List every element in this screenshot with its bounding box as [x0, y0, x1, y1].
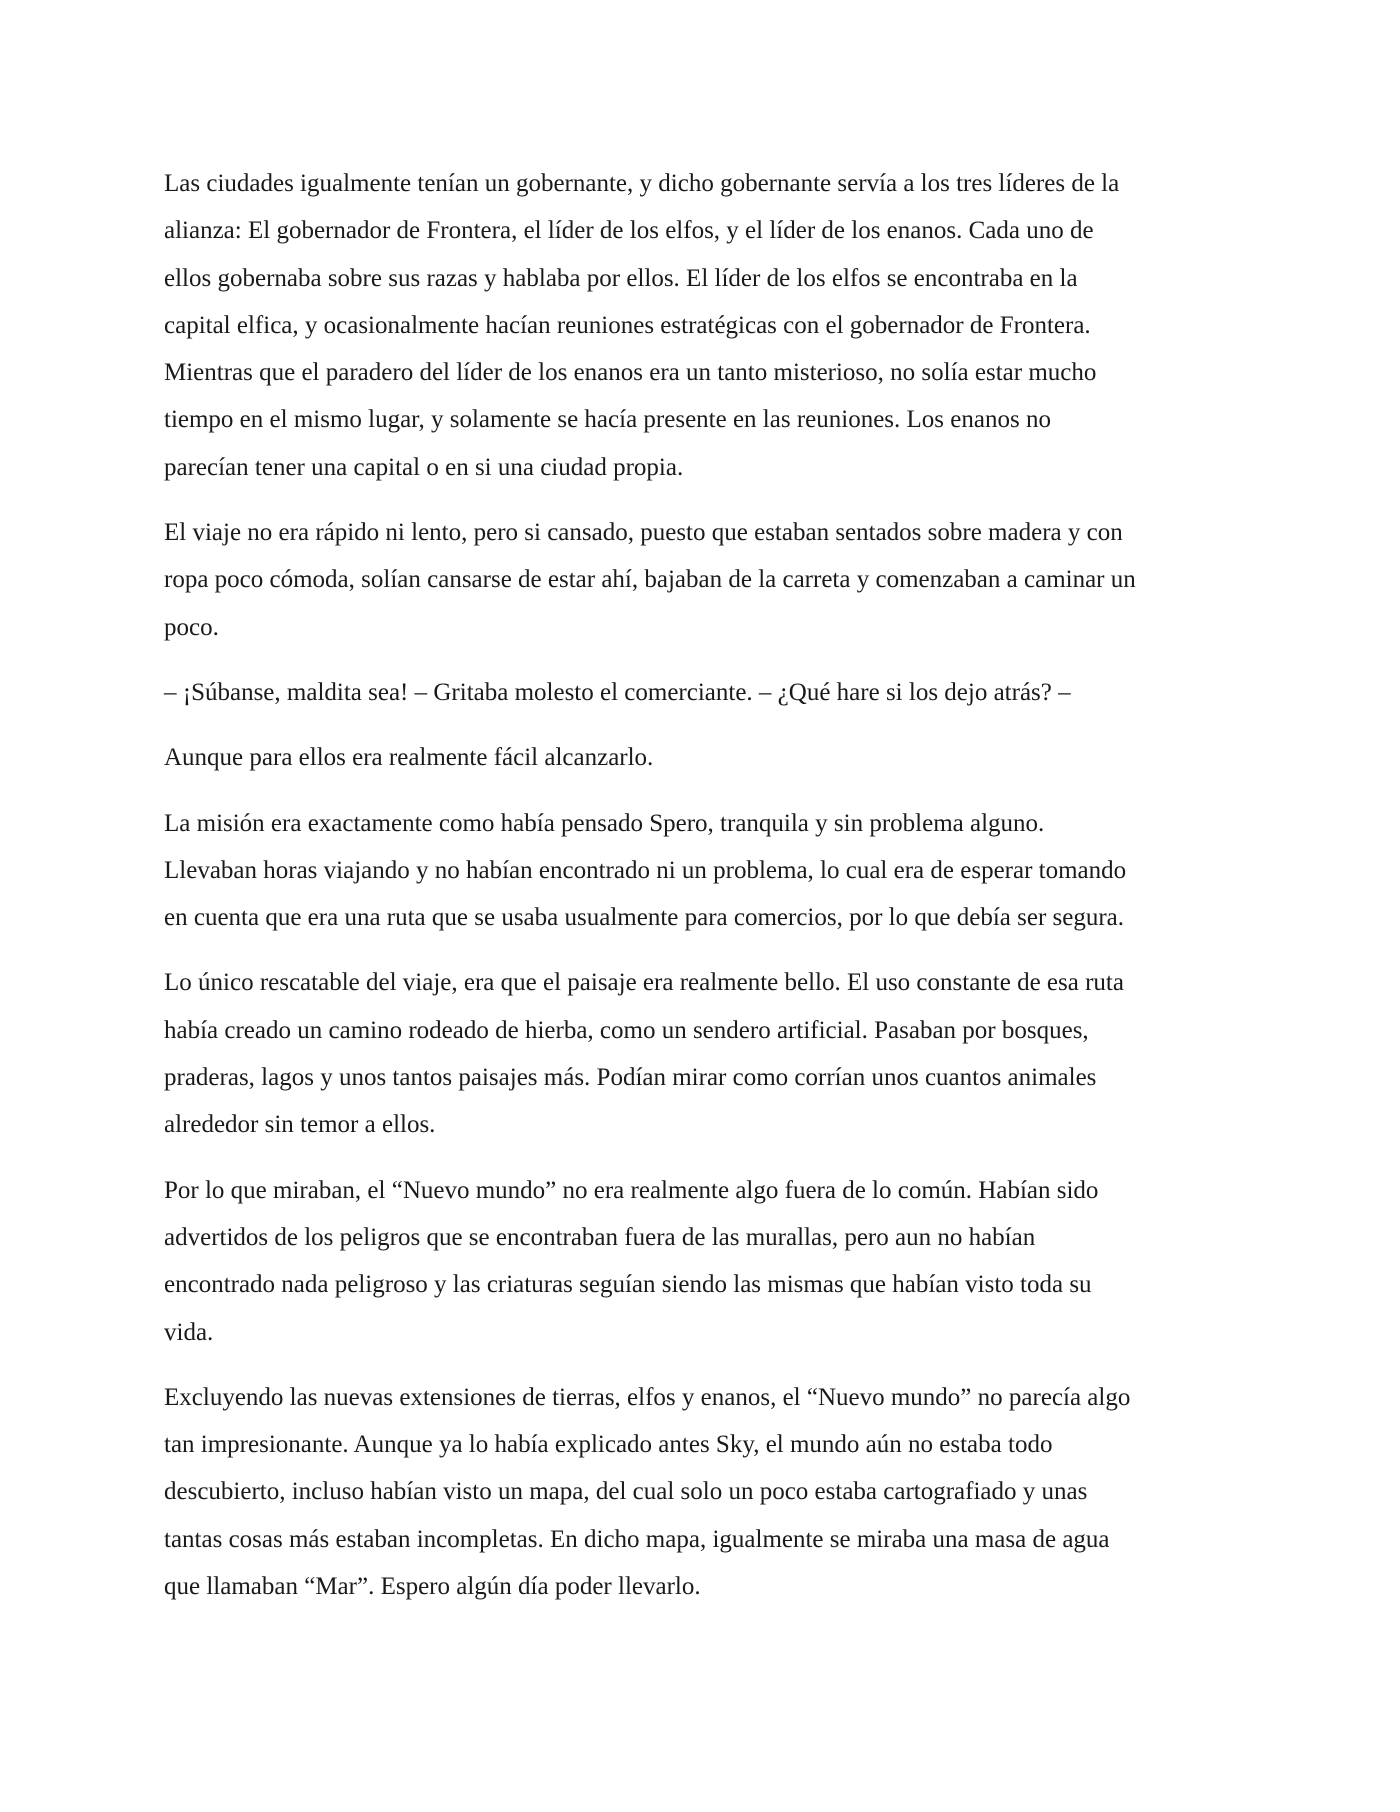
text-line: Lo único rescatable del viaje, era que el paisaje era realmente bello. El uso constante de esa ruta — [164, 969, 1124, 997]
paragraph — [164, 1374, 1244, 1610]
text-line: descubierto, incluso habían visto un mapa, del cual solo un poco estaba cartografiado y unas — [164, 1478, 1088, 1506]
text-line: alrededor sin temor a ellos. — [164, 1111, 436, 1139]
text-line: que llamaban “Mar”. Espero algún día poder llevarlo. — [164, 1573, 701, 1601]
text-line: había creado un camino rodeado de hierba, como un sendero artificial. Pasaban por bosques, — [164, 1016, 1089, 1044]
paragraph — [164, 734, 1244, 781]
paragraph — [164, 509, 1244, 651]
text-line: Aunque para ellos era realmente fácil alcanzarlo. — [164, 744, 654, 772]
text-line: tantas cosas más estaban incompletas. En dicho mapa, igualmente se miraba una masa de agua — [164, 1525, 1110, 1553]
text-line: tan impresionante. Aunque ya lo había explicado antes Sky, el mundo aún no estaba todo — [164, 1431, 1053, 1459]
text-line: – ¡Súbanse, maldita sea! – Gritaba molesto el comerciante. – ¿Qué hare si los dejo atrás? – — [164, 678, 1071, 706]
paragraph — [164, 1167, 1244, 1356]
text-line: Llevaban horas viajando y no habían encontrado ni un problema, lo cual era de esperar tomando — [164, 856, 1127, 884]
paragraph — [164, 800, 1244, 942]
text-line: poco. — [164, 613, 219, 641]
text-line: vida. — [164, 1318, 214, 1346]
text-line: en cuenta que era una ruta que se usaba usualmente para comercios, por lo que debía ser segura. — [164, 904, 1125, 932]
text-line: El viaje no era rápido ni lento, pero si cansado, puesto que estaban sentados sobre madera y con — [164, 519, 1123, 547]
text-line: capital elfica, y ocasionalmente hacían reuniones estratégicas con el gobernador de Frontera. — [164, 311, 1091, 339]
text-line: alianza: El gobernador de Frontera, el líder de los elfos, y el líder de los enanos. Cada uno de — [164, 217, 1094, 245]
paragraph — [164, 160, 1244, 491]
paragraph — [164, 669, 1244, 716]
text-line: Las ciudades igualmente tenían un gobernante, y dicho gobernante servía a los tres líderes de la — [164, 170, 1120, 197]
text-line: ropa poco cómoda, solían cansarse de estar ahí, bajaban de la carreta y comenzaban a caminar un — [164, 566, 1136, 594]
document-body — [164, 160, 1244, 1628]
text-line: parecían tener una capital o en si una ciudad propia. — [164, 453, 684, 481]
text-line: tiempo en el mismo lugar, y solamente se hacía presente en las reuniones. Los enanos no — [164, 406, 1051, 434]
paragraph — [164, 959, 1244, 1148]
text-line: Excluyendo las nuevas extensiones de tierras, elfos y enanos, el “Nuevo mundo” no parecía algo — [164, 1383, 1131, 1411]
text-line: ellos gobernaba sobre sus razas y hablaba por ellos. El líder de los elfos se encontraba en la — [164, 264, 1078, 292]
text-line: advertidos de los peligros que se encontraban fuera de las murallas, pero aun no habían — [164, 1223, 1036, 1251]
text-line: La misión era exactamente como había pensado Spero, tranquila y sin problema alguno. — [164, 809, 1045, 837]
text-line: Mientras que el paradero del líder de los enanos era un tanto misterioso, no solía estar mucho — [164, 359, 1097, 387]
text-line: Por lo que miraban, el “Nuevo mundo” no era realmente algo fuera de lo común. Habían sido — [164, 1176, 1099, 1204]
text-line: encontrado nada peligroso y las criaturas seguían siendo las mismas que habían visto toda su — [164, 1271, 1092, 1299]
text-line: praderas, lagos y unos tantos paisajes más. Podían mirar como corrían unos cuantos animales — [164, 1064, 1097, 1092]
